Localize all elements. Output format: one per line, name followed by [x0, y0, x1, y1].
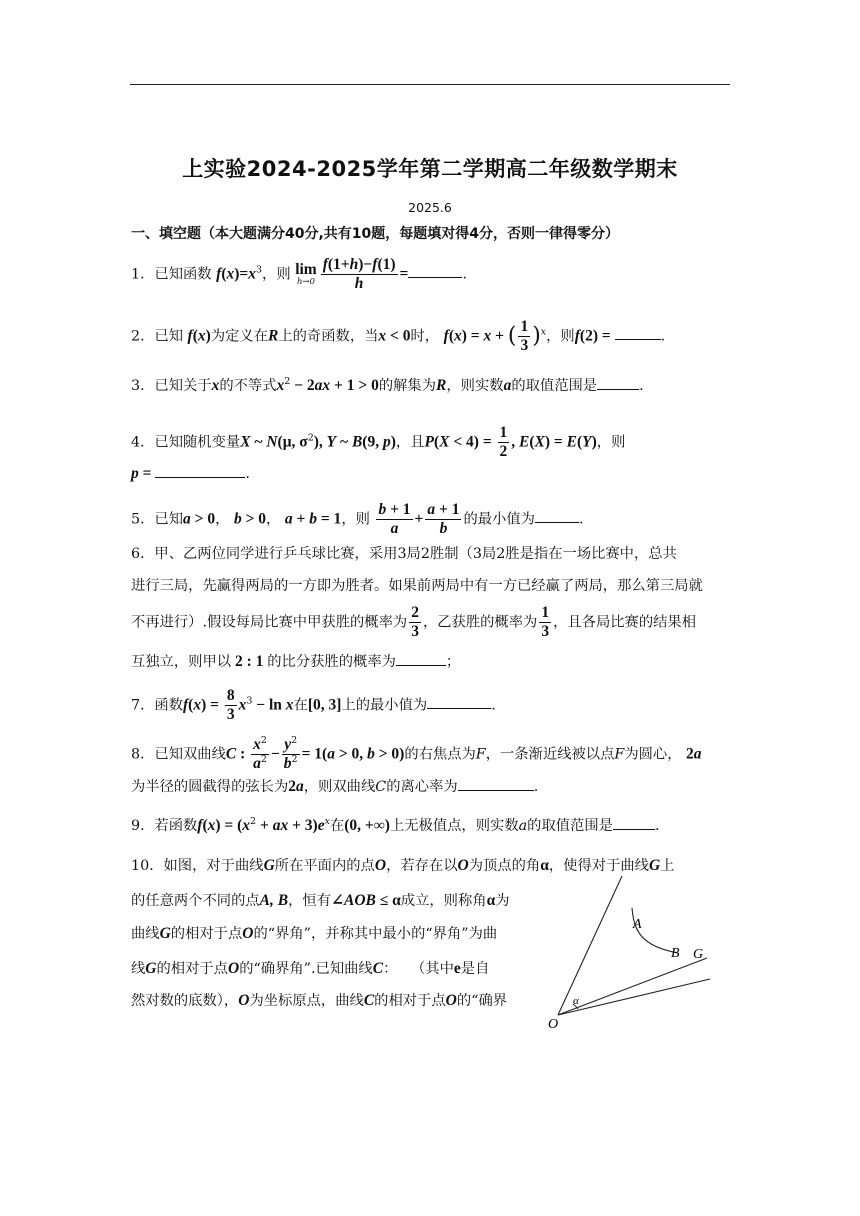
question-7: 7．函数f(x) = $\frac{8}{3}$ $x^3 - \ln x$在[0, 3]上的最小值为 . — [131, 687, 496, 723]
question-4: 4．已知随机变量X ~ N(μ, $\sigma^2$), Y ~ B(9, p)，且P(X < 4) = $\frac{1}{2}$ , E(X) = E(Y)，则 — [131, 424, 626, 460]
question-3: 3．已知关于x的不等式$x^2 - 2ax + 1 > 0$的解集为R，则实数a的取值范围是 . — [131, 376, 644, 394]
question-10-line-5: 然对数的底数），O为坐标原点，曲线C的相对于点O的“确界 — [131, 992, 508, 1009]
exam-date: 2025.6 — [408, 200, 452, 215]
question-2: 2．已知 f(x)为定义在R上的奇函数，当x < 0时， f(x) = x + ( $\frac{1}{3}$ )$^x$，则f(2) = . — [131, 318, 666, 354]
answer-blank-6[interactable] — [396, 664, 446, 666]
question-6-line-3: 不再进行）.假设每局比赛中甲获胜的概率为 $\frac{2}{3}$ ，乙获胜的概率为 $\frac{1}{3}$ ，且各局比赛的结果相 — [131, 604, 697, 640]
limit-operator: lim h→0 — [295, 261, 317, 287]
section-header: 一、填空题（本大题满分40分,共有10题，每题填对得4分，否则一律得零分） — [131, 226, 620, 242]
label-g: G — [693, 947, 704, 962]
question-10-line-2: 的任意两个不同的点A, B，恒有∠AOB ≤ α成立，则称角α为 — [131, 892, 510, 909]
boundary-angle-figure — [540, 870, 720, 1035]
question-10-line-3: 曲线G的相对于点O的“界角”，并称其中最小的“界角”为曲 — [131, 925, 498, 942]
question-8-line-2: 为半径的圆截得的弦长为2a，则双曲线C的离心率为 . — [131, 778, 539, 795]
answer-blank-9[interactable] — [613, 828, 655, 830]
question-9: 9．若函数$f(x) = (x^2$ + ax + $3)e^x$在(0, +∞)上无极值点，则实数a的取值范围是 . — [131, 816, 660, 834]
page-title: 上实验2024-2025学年第二学期高二年级数学期末 — [182, 157, 678, 181]
label-alpha: α — [573, 995, 579, 1007]
label-a: A — [633, 917, 642, 932]
header-rule — [130, 84, 730, 85]
question-6-line-4: 互独立，则甲以 2 : 1 的比分获胜的概率为 ； — [131, 653, 461, 670]
label-b: B — [671, 946, 680, 961]
question-1: 1．已知函数 $f(x)=x^3$，则 lim h→0 $\frac{f(1+h)-f(1)}{h}$ = . — [131, 256, 467, 292]
answer-blank-7[interactable] — [427, 707, 491, 709]
question-8: 8．已知双曲线C : $\frac{x^2}{a^2}$ − $\frac{y^2}{b^2}$ = 1(a > 0, b > 0)的右焦点为F，一条渐近线被以点F为圆心， 2a — [131, 735, 702, 772]
question-6-line-1: 6．甲、乙两位同学进行乒乓球比赛，采用3局2胜制（3局2胜是指在一场比赛中，总共 — [131, 546, 677, 562]
label-o: O — [548, 1017, 559, 1032]
question-10-line-1: 10．如图，对于曲线G所在平面内的点O，若存在以O为顶点的角α，使得对于曲线G上 — [131, 857, 675, 874]
question-10-line-4: 线G的相对于点O的“确界角”.已知曲线C： （其中e是自 — [131, 960, 490, 977]
question-5: 5．已知a > 0， b > 0， a + b = 1，则 $\frac{b + 1}{a}$ + $\frac{a + 1}{b}$ 的最小值为 . — [131, 501, 584, 537]
answer-blank-1[interactable] — [408, 276, 462, 278]
limit-fraction: $\frac{f(1+h)-f(1)}{h}$ — [322, 256, 396, 292]
question-4-answer-line: p = . — [131, 465, 250, 482]
answer-blank-5[interactable] — [535, 521, 579, 523]
question-6-line-2: 进行三局，先赢得两局的一方即为胜者。如果前两局中有一方已经赢了两局，那么第三局就 — [131, 578, 703, 594]
answer-blank-8[interactable] — [458, 789, 534, 791]
answer-blank-4[interactable] — [155, 476, 245, 478]
answer-blank-2[interactable] — [615, 338, 661, 340]
answer-blank-3[interactable] — [597, 388, 639, 390]
ray-lower — [558, 979, 710, 1015]
